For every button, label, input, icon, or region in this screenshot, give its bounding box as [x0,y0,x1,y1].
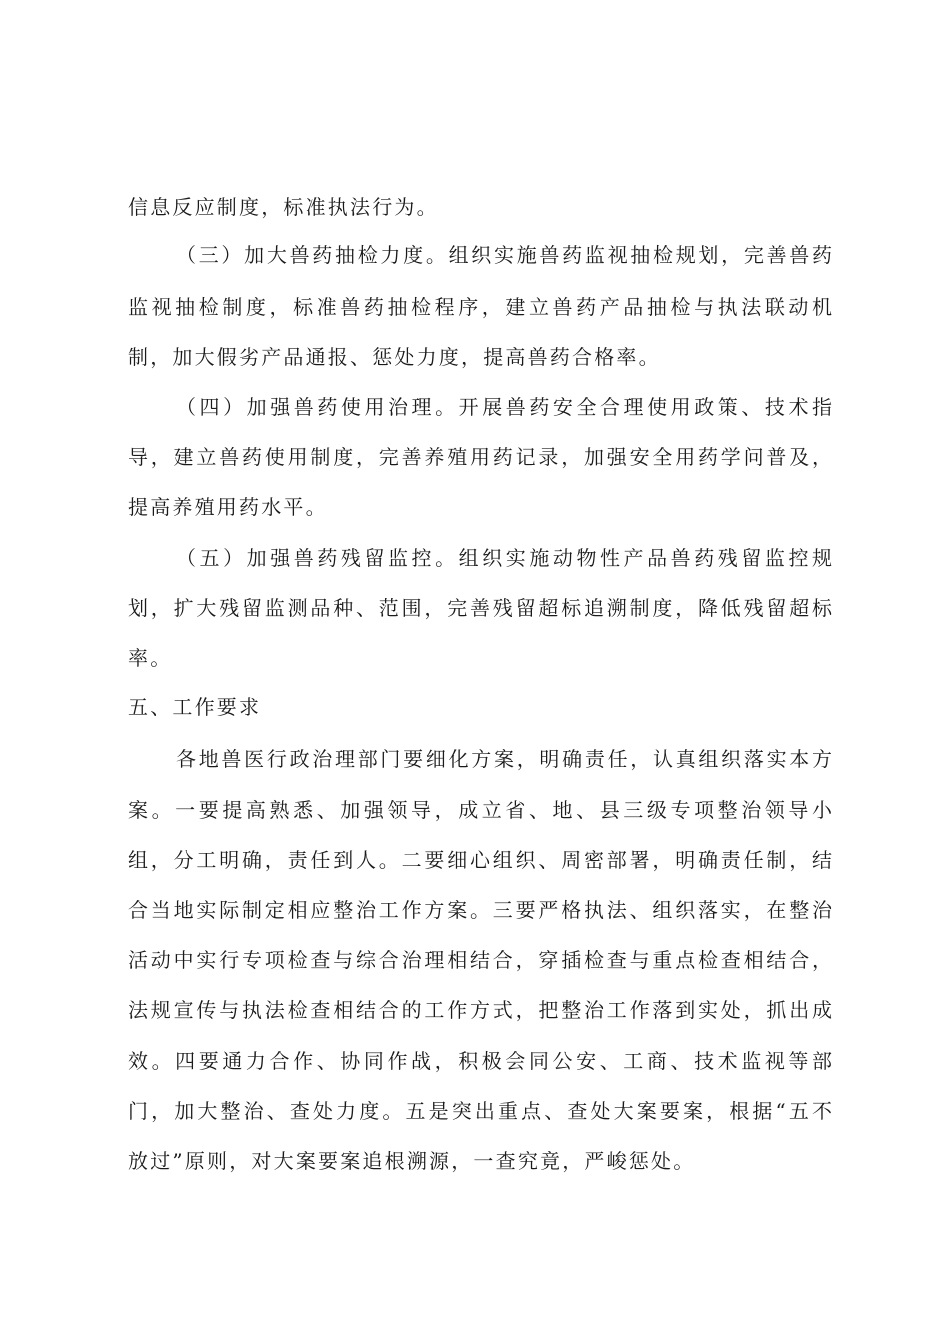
text-line-3: 监视抽检制度，标准兽药抽检程序，建立兽药产品抽检与执法联动机 [128,295,832,319]
text-line-4: 制，加大假劣产品通报、惩处力度，提高兽药合格率。 [128,345,661,369]
text-line-18: 效。四要通力合作、协同作战，积极会同公安、工商、技术监视等部 [128,1049,832,1073]
text-line-13: 案。一要提高熟悉、加强领导，成立省、地、县三级专项整治领导小 [128,798,832,822]
text-line-10: 率。 [128,646,173,670]
text-line-6: 导，建立兽药使用制度，完善养殖用药记录，加强安全用药学问普及， [128,445,832,469]
text-line-16: 活动中实行专项检查与综合治理相结合，穿插检查与重点检查相结合， [128,948,832,972]
text-line-5: （四）加强兽药使用治理。开展兽药安全合理使用政策、技术指 [176,395,832,419]
text-line-20: 放过”原则，对大案要案追根溯源，一查究竟，严峻惩处。 [128,1149,696,1173]
text-line-7: 提高养殖用药水平。 [128,495,328,519]
text-line-8: （五）加强兽药残留监控。组织实施动物性产品兽药残留监控规 [176,546,832,570]
text-line-1: 信息反应制度，标准执法行为。 [128,195,439,219]
text-line-2: （三）加大兽药抽检力度。组织实施兽药监视抽检规划，完善兽药 [176,243,832,267]
text-line-19: 门，加大整治、查处力度。五是突出重点、查处大案要案，根据“五不 [128,1099,832,1123]
text-line-17: 法规宣传与执法检查相结合的工作方式，把整治工作落到实处，抓出成 [128,998,832,1022]
text-line-12: 各地兽医行政治理部门要细化方案，明确责任，认真组织落实本方 [176,747,832,771]
text-line-9: 划，扩大残留监测品种、范围，完善残留超标追溯制度，降低残留超标 [128,596,832,620]
text-line-15: 合当地实际制定相应整治工作方案。三要严格执法、组织落实，在整治 [128,898,832,922]
text-line-14: 组，分工明确，责任到人。二要细心组织、周密部署，明确责任制，结 [128,848,832,872]
section-heading: 五、工作要求 [128,695,262,719]
